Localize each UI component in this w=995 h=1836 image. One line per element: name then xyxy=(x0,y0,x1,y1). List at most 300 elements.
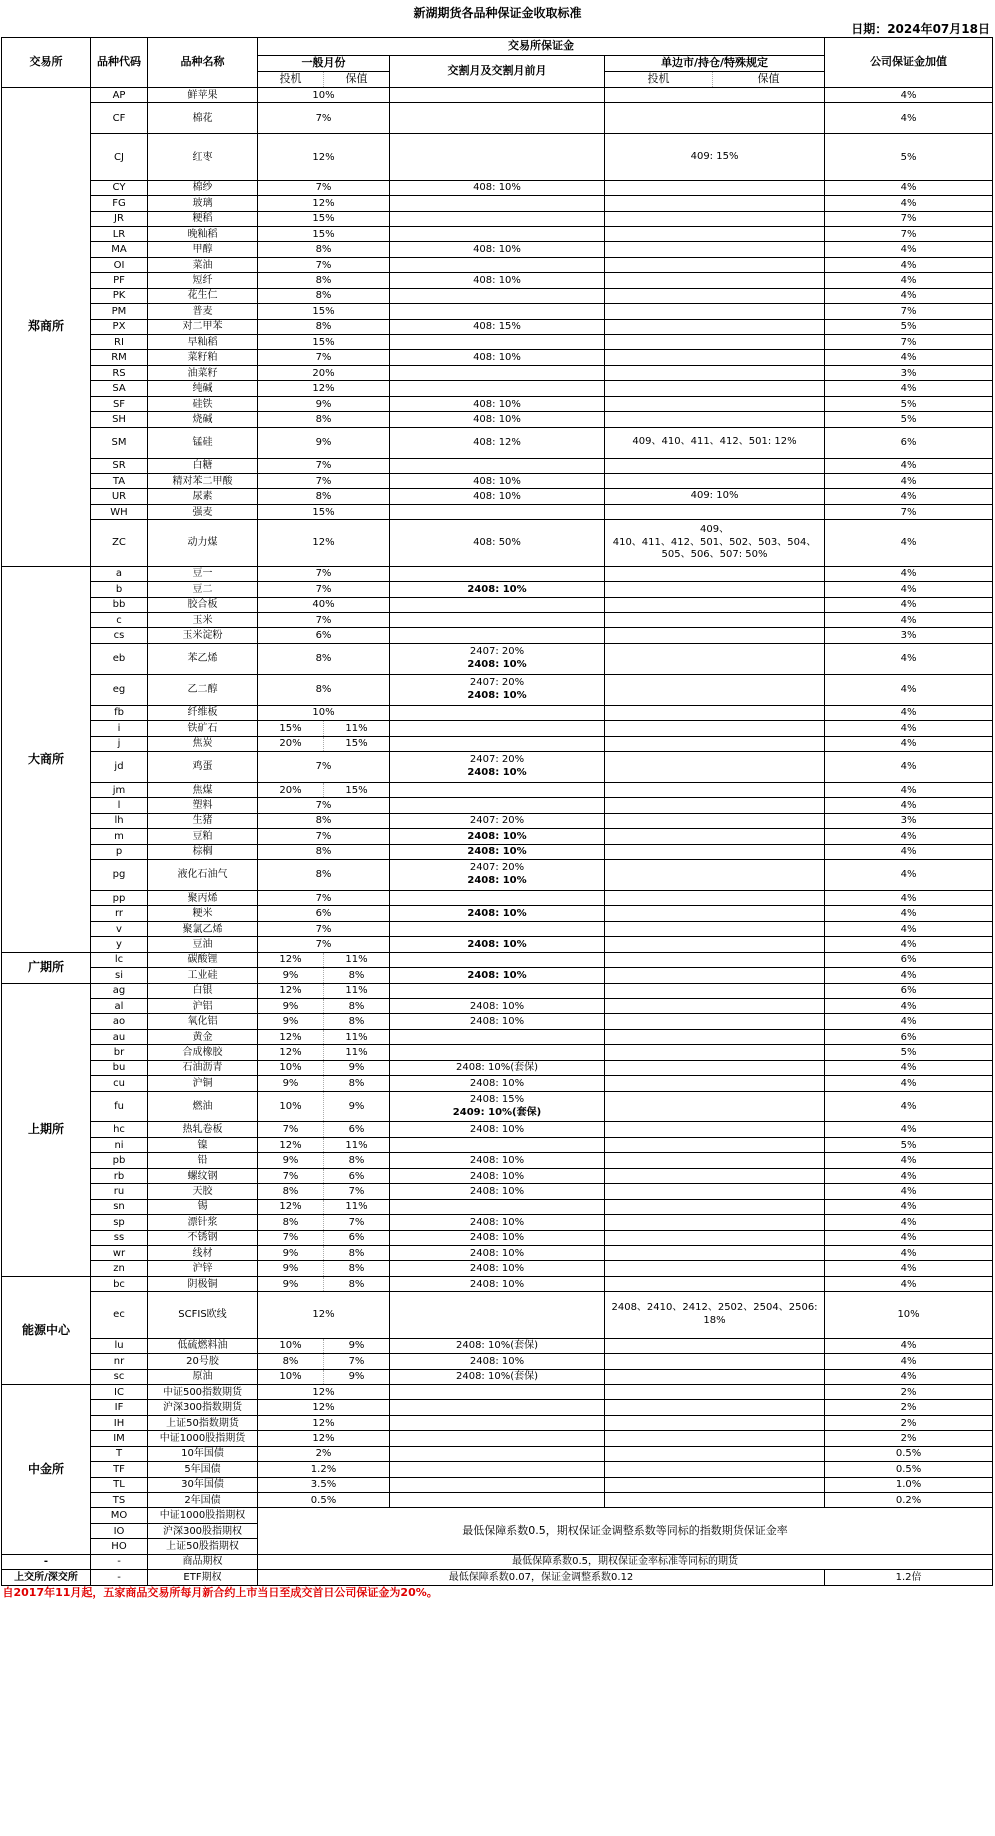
general-hedge: 8% xyxy=(324,1245,390,1260)
delivery-month-margin: 408: 10% xyxy=(390,350,605,365)
header-company-add: 公司保证金加值 xyxy=(825,38,993,88)
company-margin-add: 4% xyxy=(825,196,993,211)
delivery-margin-line: 2409: 10%(套保) xyxy=(452,1106,542,1118)
general-month-margin: 7% xyxy=(258,751,390,782)
product-name: 线材 xyxy=(148,1245,258,1260)
delivery-month-margin xyxy=(390,1029,605,1044)
product-name: 白糖 xyxy=(148,458,258,473)
special-rule-margin xyxy=(605,1384,825,1399)
special-rule-margin xyxy=(605,1184,825,1199)
exchange-name: 上期所 xyxy=(2,983,91,1276)
delivery-month-margin: 2408: 10%(套保) xyxy=(390,1338,605,1353)
delivery-month-margin: 2408: 10%(套保) xyxy=(390,1060,605,1075)
special-rule-margin xyxy=(605,566,825,581)
general-speculation: 12% xyxy=(258,1137,324,1152)
general-month-margin: 12% xyxy=(258,1400,390,1415)
special-rule-margin xyxy=(605,983,825,998)
special-rule-margin xyxy=(605,890,825,905)
company-margin-add: 1.0% xyxy=(825,1477,993,1492)
header-code: 品种代码 xyxy=(91,38,148,88)
product-name: 沪铜 xyxy=(148,1076,258,1091)
delivery-month-margin xyxy=(390,196,605,211)
product-code: ni xyxy=(91,1137,148,1152)
delivery-month-margin xyxy=(390,1091,605,1122)
table-row xyxy=(2,890,993,905)
general-hedge: 15% xyxy=(324,736,390,751)
footnote-row xyxy=(2,1585,993,1600)
product-name: 对二甲苯 xyxy=(148,319,258,334)
delivery-month-margin: 2408: 10% xyxy=(390,1184,605,1199)
special-rule-margin xyxy=(605,643,825,674)
product-name: 商品期权 xyxy=(148,1554,258,1569)
table-row xyxy=(2,968,993,983)
company-margin-add: 5% xyxy=(825,412,993,427)
product-name: 纤维板 xyxy=(148,705,258,720)
delivery-month-margin xyxy=(390,211,605,226)
product-code: RS xyxy=(91,365,148,380)
product-name: 烧碱 xyxy=(148,412,258,427)
product-name: 早籼稻 xyxy=(148,335,258,350)
product-code: JR xyxy=(91,211,148,226)
general-speculation: 9% xyxy=(258,1014,324,1029)
general-month-margin: 8% xyxy=(258,242,390,257)
company-margin-add: 4% xyxy=(825,180,993,195)
product-code: PX xyxy=(91,319,148,334)
table-row xyxy=(2,1276,993,1291)
table-row xyxy=(2,211,993,226)
special-rule-margin xyxy=(605,1446,825,1461)
delivery-month-margin xyxy=(390,1415,605,1430)
general-month-margin: 3.5% xyxy=(258,1477,390,1492)
product-code: MO xyxy=(91,1508,148,1523)
delivery-month-margin: 2408: 10% xyxy=(390,829,605,844)
general-speculation: 9% xyxy=(258,1076,324,1091)
table-row xyxy=(2,365,993,380)
company-margin-add: 5% xyxy=(825,1045,993,1060)
delivery-month-margin xyxy=(390,1292,605,1338)
product-code: sn xyxy=(91,1199,148,1214)
company-margin-add: 2% xyxy=(825,1415,993,1430)
company-margin-add: 7% xyxy=(825,504,993,519)
general-hedge: 8% xyxy=(324,1076,390,1091)
product-code: TF xyxy=(91,1462,148,1477)
special-rule-margin xyxy=(605,705,825,720)
special-rule-margin xyxy=(605,350,825,365)
delivery-month-margin: 408: 10% xyxy=(390,474,605,489)
general-speculation: 10% xyxy=(258,1060,324,1075)
product-name: 粳稻 xyxy=(148,211,258,226)
table-row xyxy=(2,1261,993,1276)
table-row xyxy=(2,1230,993,1245)
special-rule-margin xyxy=(605,1137,825,1152)
product-code: CF xyxy=(91,103,148,134)
company-margin-add: 4% xyxy=(825,597,993,612)
company-margin-add: 0.2% xyxy=(825,1493,993,1508)
product-name: 强麦 xyxy=(148,504,258,519)
general-month-margin: 7% xyxy=(258,180,390,195)
table-row xyxy=(2,829,993,844)
table-row xyxy=(2,1076,993,1091)
product-name: 碳酸锂 xyxy=(148,952,258,967)
product-name: 精对苯二甲酸 xyxy=(148,474,258,489)
product-name: 氧化铝 xyxy=(148,1014,258,1029)
special-rule-margin xyxy=(605,751,825,782)
special-rule-margin: 409: 15% xyxy=(605,134,825,180)
product-code: SM xyxy=(91,427,148,458)
product-name: 纯碱 xyxy=(148,381,258,396)
delivery-margin-line: 2408: 10% xyxy=(467,689,527,701)
product-name: 豆油 xyxy=(148,937,258,952)
special-rule-margin xyxy=(605,504,825,519)
product-name: 甲醇 xyxy=(148,242,258,257)
product-code: ZC xyxy=(91,520,148,566)
table-row xyxy=(2,1199,993,1214)
delivery-month-margin xyxy=(390,304,605,319)
product-name: 原油 xyxy=(148,1369,258,1384)
delivery-month-margin: 2408: 10% xyxy=(390,968,605,983)
delivery-month-margin xyxy=(390,597,605,612)
exchange-name: 大商所 xyxy=(2,566,91,952)
table-row xyxy=(2,906,993,921)
special-rule-margin xyxy=(605,1045,825,1060)
general-month-margin: 7% xyxy=(258,890,390,905)
table-row xyxy=(2,1354,993,1369)
company-margin-add: 6% xyxy=(825,427,993,458)
general-hedge: 11% xyxy=(324,1045,390,1060)
table-row xyxy=(2,304,993,319)
product-code: IC xyxy=(91,1384,148,1399)
delivery-month-margin: 2408: 10% xyxy=(390,844,605,859)
product-name: 玻璃 xyxy=(148,196,258,211)
general-hedge: 9% xyxy=(324,1060,390,1075)
general-speculation: 20% xyxy=(258,736,324,751)
general-hedge: 8% xyxy=(324,968,390,983)
company-margin-add: 4% xyxy=(825,1153,993,1168)
delivery-month-margin: 408: 15% xyxy=(390,319,605,334)
product-code: bb xyxy=(91,597,148,612)
exchange-name: 中金所 xyxy=(2,1384,91,1554)
delivery-month-margin: 2408: 10% xyxy=(390,906,605,921)
company-margin-add: 4% xyxy=(825,1354,993,1369)
special-rule-margin xyxy=(605,1245,825,1260)
general-month-margin: 7% xyxy=(258,937,390,952)
company-margin-add: 5% xyxy=(825,1137,993,1152)
product-code: i xyxy=(91,721,148,736)
product-code: WH xyxy=(91,504,148,519)
delivery-month-margin xyxy=(390,1400,605,1415)
product-code: si xyxy=(91,968,148,983)
general-month-margin: 12% xyxy=(258,1384,390,1399)
delivery-month-margin xyxy=(390,952,605,967)
special-rule-margin xyxy=(605,860,825,891)
table-row xyxy=(2,226,993,241)
product-code: p xyxy=(91,844,148,859)
delivery-month-margin: 408: 50% xyxy=(390,520,605,566)
delivery-month-margin: 2408: 10% xyxy=(390,1245,605,1260)
special-rule-margin xyxy=(605,304,825,319)
product-name: 锡 xyxy=(148,1199,258,1214)
table-row xyxy=(2,1493,993,1508)
product-name: 中证1000股指期货 xyxy=(148,1431,258,1446)
product-name: 30年国债 xyxy=(148,1477,258,1492)
delivery-month-margin: 408: 10% xyxy=(390,489,605,504)
header-name: 品种名称 xyxy=(148,38,258,88)
product-code: lh xyxy=(91,813,148,828)
product-code: FG xyxy=(91,196,148,211)
table-row xyxy=(2,998,993,1013)
product-code: ec xyxy=(91,1292,148,1338)
special-rule-margin xyxy=(605,829,825,844)
product-code: ag xyxy=(91,983,148,998)
product-code: nr xyxy=(91,1354,148,1369)
company-margin-add: 4% xyxy=(825,566,993,581)
table-row xyxy=(2,736,993,751)
company-margin-add: 4% xyxy=(825,998,993,1013)
company-margin-add: 4% xyxy=(825,242,993,257)
product-code: wr xyxy=(91,1245,148,1260)
product-name: 动力煤 xyxy=(148,520,258,566)
header-exchange: 交易所 xyxy=(2,38,91,88)
table-row xyxy=(2,612,993,627)
table-row xyxy=(2,1369,993,1384)
product-name: 螺纹钢 xyxy=(148,1168,258,1183)
table-row xyxy=(2,88,993,103)
delivery-month-margin: 2408: 10% xyxy=(390,937,605,952)
product-code: sc xyxy=(91,1369,148,1384)
special-rule-margin xyxy=(605,1122,825,1137)
table-row xyxy=(2,643,993,674)
product-code: lc xyxy=(91,952,148,967)
table-row xyxy=(2,474,993,489)
product-name: 玉米淀粉 xyxy=(148,628,258,643)
product-code: c xyxy=(91,612,148,627)
company-margin-add: 4% xyxy=(825,1230,993,1245)
general-month-margin: 7% xyxy=(258,829,390,844)
product-name: 热轧卷板 xyxy=(148,1122,258,1137)
general-speculation: 10% xyxy=(258,1369,324,1384)
delivery-month-margin xyxy=(390,88,605,103)
product-code: PK xyxy=(91,288,148,303)
special-rule-margin xyxy=(605,582,825,597)
special-rule-margin xyxy=(605,968,825,983)
table-row xyxy=(2,489,993,504)
delivery-month-margin xyxy=(390,1384,605,1399)
delivery-month-margin: 408: 12% xyxy=(390,427,605,458)
product-code: SA xyxy=(91,381,148,396)
special-rule-margin xyxy=(605,474,825,489)
special-rule-margin xyxy=(605,1014,825,1029)
product-name: 聚氯乙烯 xyxy=(148,921,258,936)
product-code: cs xyxy=(91,628,148,643)
company-margin-add: 4% xyxy=(825,288,993,303)
general-month-margin: 7% xyxy=(258,474,390,489)
product-name: 豆粕 xyxy=(148,829,258,844)
special-rule-margin xyxy=(605,906,825,921)
product-code: m xyxy=(91,829,148,844)
company-margin-add: 4% xyxy=(825,721,993,736)
table-row xyxy=(2,1400,993,1415)
company-margin-add: 4% xyxy=(825,1261,993,1276)
delivery-month-margin: 2408: 10% xyxy=(390,1354,605,1369)
delivery-margin-line: 2408: 10% xyxy=(467,874,527,886)
special-rule-margin xyxy=(605,180,825,195)
product-name: 鲜苹果 xyxy=(148,88,258,103)
general-speculation: 10% xyxy=(258,1338,324,1353)
delivery-month-margin xyxy=(390,335,605,350)
product-name: 菜籽粕 xyxy=(148,350,258,365)
product-name: 晚籼稻 xyxy=(148,226,258,241)
general-month-margin: 7% xyxy=(258,257,390,272)
special-rule-margin xyxy=(605,1276,825,1291)
special-rule-margin xyxy=(605,844,825,859)
product-code: UR xyxy=(91,489,148,504)
company-margin-add: 0.5% xyxy=(825,1446,993,1461)
product-code: RM xyxy=(91,350,148,365)
delivery-month-margin xyxy=(390,566,605,581)
table-row xyxy=(2,597,993,612)
delivery-month-margin: 2408: 10% xyxy=(390,582,605,597)
general-month-margin: 40% xyxy=(258,597,390,612)
product-name: 玉米 xyxy=(148,612,258,627)
product-code: jd xyxy=(91,751,148,782)
table-row xyxy=(2,1462,993,1477)
table-row xyxy=(2,242,993,257)
delivery-month-margin: 2408: 10% xyxy=(390,1014,605,1029)
table-row xyxy=(2,1137,993,1152)
product-code: IO xyxy=(91,1523,148,1538)
company-margin-add: 2% xyxy=(825,1384,993,1399)
product-name: 沪锌 xyxy=(148,1261,258,1276)
special-rule-margin xyxy=(605,1431,825,1446)
special-rule-margin xyxy=(605,921,825,936)
product-code: AP xyxy=(91,88,148,103)
table-row xyxy=(2,844,993,859)
general-month-margin: 8% xyxy=(258,288,390,303)
product-name: 锰硅 xyxy=(148,427,258,458)
special-rule-margin xyxy=(605,736,825,751)
product-code: al xyxy=(91,998,148,1013)
general-speculation: 12% xyxy=(258,1045,324,1060)
general-hedge: 7% xyxy=(324,1354,390,1369)
product-code: OI xyxy=(91,257,148,272)
product-code: br xyxy=(91,1045,148,1060)
product-name: 短纤 xyxy=(148,273,258,288)
general-month-margin: 8% xyxy=(258,273,390,288)
special-rule-margin xyxy=(605,597,825,612)
general-month-margin: 15% xyxy=(258,211,390,226)
delivery-month-margin: 2407: 20% xyxy=(390,813,605,828)
product-code: hc xyxy=(91,1122,148,1137)
special-rule-margin: 409、410、411、412、501: 12% xyxy=(605,427,825,458)
general-month-margin: 7% xyxy=(258,612,390,627)
product-code: b xyxy=(91,582,148,597)
delivery-month-margin xyxy=(390,643,605,674)
general-month-margin: 2% xyxy=(258,1446,390,1461)
company-margin-add: 4% xyxy=(825,474,993,489)
company-margin-add: 4% xyxy=(825,1076,993,1091)
special-rule-margin xyxy=(605,721,825,736)
general-speculation: 8% xyxy=(258,1184,324,1199)
header-special-speculation: 投机 xyxy=(605,72,713,88)
special-rule-margin xyxy=(605,412,825,427)
company-margin-add: 4% xyxy=(825,890,993,905)
general-month-margin: 9% xyxy=(258,396,390,411)
table-row xyxy=(2,196,993,211)
table-row xyxy=(2,1029,993,1044)
company-margin-add: 4% xyxy=(825,273,993,288)
delivery-month-margin xyxy=(390,782,605,797)
general-hedge: 8% xyxy=(324,1276,390,1291)
company-margin-add: 4% xyxy=(825,921,993,936)
company-margin-add: 7% xyxy=(825,226,993,241)
delivery-month-margin xyxy=(390,257,605,272)
special-rule-margin xyxy=(605,88,825,103)
general-month-margin: 7% xyxy=(258,103,390,134)
table-row xyxy=(2,458,993,473)
special-rule-margin xyxy=(605,196,825,211)
company-margin-add: 4% xyxy=(825,751,993,782)
table-row xyxy=(2,674,993,705)
header-delivery-month: 交割月及交割月前月 xyxy=(390,56,605,88)
product-code: y xyxy=(91,937,148,952)
product-name: 尿素 xyxy=(148,489,258,504)
special-rule-margin xyxy=(605,1462,825,1477)
product-name: 沪深300股指期权 xyxy=(148,1523,258,1538)
table-row xyxy=(2,134,993,180)
delivery-month-margin: 2408: 10% xyxy=(390,1261,605,1276)
delivery-month-margin: 408: 10% xyxy=(390,273,605,288)
table-row xyxy=(2,350,993,365)
table-row xyxy=(2,1122,993,1137)
product-code: HO xyxy=(91,1539,148,1554)
table-row xyxy=(2,427,993,458)
special-rule-margin xyxy=(605,1477,825,1492)
delivery-month-margin xyxy=(390,983,605,998)
product-code: SH xyxy=(91,412,148,427)
delivery-month-margin: 2408: 10%(套保) xyxy=(390,1369,605,1384)
product-name: 鸡蛋 xyxy=(148,751,258,782)
product-name: 上证50股指期权 xyxy=(148,1539,258,1554)
table-row xyxy=(2,1215,993,1230)
general-month-margin: 0.5% xyxy=(258,1493,390,1508)
company-margin-add: 4% xyxy=(825,798,993,813)
table-row xyxy=(2,1091,993,1122)
company-margin-add: 2% xyxy=(825,1431,993,1446)
special-rule-margin xyxy=(605,226,825,241)
general-speculation: 12% xyxy=(258,952,324,967)
special-rule-margin xyxy=(605,211,825,226)
product-name: 燃油 xyxy=(148,1091,258,1122)
special-rule-margin xyxy=(605,674,825,705)
product-code: ao xyxy=(91,1014,148,1029)
company-margin-add: 4% xyxy=(825,1215,993,1230)
table-row xyxy=(2,921,993,936)
special-rule-margin xyxy=(605,1338,825,1353)
delivery-month-margin: 2408: 10% xyxy=(390,1076,605,1091)
company-margin-add: 3% xyxy=(825,365,993,380)
product-code: eb xyxy=(91,643,148,674)
company-margin-add: 4% xyxy=(825,643,993,674)
general-month-margin: 12% xyxy=(258,381,390,396)
delivery-month-margin xyxy=(390,1137,605,1152)
general-hedge: 8% xyxy=(324,1153,390,1168)
product-code: bc xyxy=(91,1276,148,1291)
delivery-margin-line: 2408: 10% xyxy=(467,658,527,670)
product-code: PF xyxy=(91,273,148,288)
table-row xyxy=(2,335,993,350)
product-name: 硅铁 xyxy=(148,396,258,411)
company-margin-add: 4% xyxy=(825,257,993,272)
